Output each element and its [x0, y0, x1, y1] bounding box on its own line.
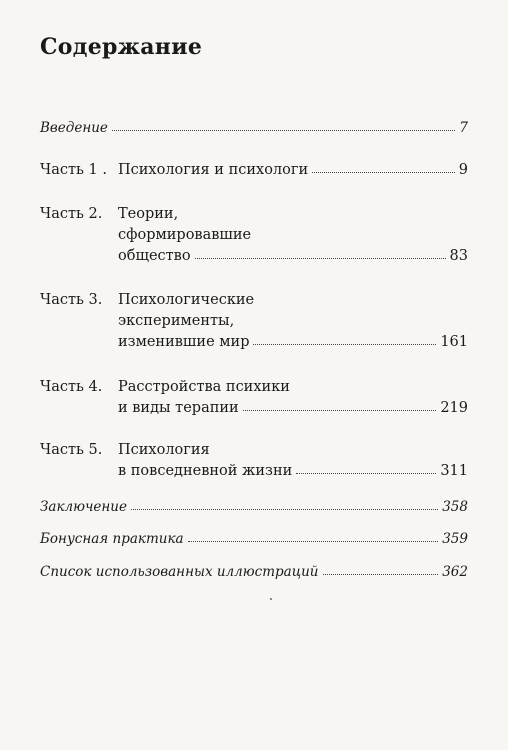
- toc-page-number: 358: [442, 499, 468, 515]
- toc-entry-label: Список использованных иллюстраций: [40, 564, 319, 580]
- toc-entry-label-line: и виды терапии: [118, 400, 239, 416]
- toc-entry-part-5[interactable]: [40, 440, 468, 482]
- toc-page-number: 362: [442, 564, 468, 580]
- dot-leader: [253, 344, 436, 345]
- toc-page-number: 311: [440, 463, 468, 479]
- dot-leader: [112, 130, 456, 131]
- dot-leader: [323, 574, 439, 575]
- toc-entry-introduction[interactable]: [40, 118, 468, 139]
- print-speck: [270, 598, 272, 600]
- dot-leader: [243, 410, 437, 411]
- toc-part-number: Часть 5.: [40, 442, 103, 458]
- toc-entry-label-line: в повседневной жизни: [118, 463, 293, 479]
- toc-page-number: 9: [458, 162, 468, 178]
- toc-part-number: Часть 1 .: [40, 162, 107, 178]
- toc-page-number: 7: [459, 120, 468, 136]
- toc-entry-part-3[interactable]: [40, 290, 468, 353]
- dot-leader: [188, 541, 439, 542]
- toc-page-number: 83: [449, 248, 468, 264]
- toc-entry-label-line: Психологические: [118, 292, 255, 308]
- toc-page-number: 219: [440, 400, 468, 416]
- toc-entry-conclusion[interactable]: [40, 497, 468, 518]
- dot-leader: [312, 172, 455, 173]
- toc-entry-label-line: Теории,: [118, 206, 179, 222]
- page-title: Содержание: [40, 34, 203, 60]
- toc-part-number: Часть 4.: [40, 379, 103, 395]
- toc-part-number: Часть 3.: [40, 292, 103, 308]
- toc-page-number: 161: [440, 334, 468, 350]
- toc-entry-label-line: сформировавшие: [118, 227, 252, 243]
- toc-entry-label-line: изменившие мир: [118, 334, 250, 350]
- toc-page-number: 359: [442, 531, 468, 547]
- toc-entry-label-line: Психология: [118, 442, 210, 458]
- toc-entry-part-1[interactable]: [40, 160, 468, 181]
- toc-entry-illustrations-list[interactable]: [40, 562, 468, 583]
- toc-entry-part-2[interactable]: [40, 204, 468, 267]
- toc-entry-label: Заключение: [40, 499, 127, 515]
- dot-leader: [195, 258, 446, 259]
- toc-entry-label: Бонусная практика: [40, 531, 184, 547]
- toc-entry-label-line: эксперименты,: [118, 313, 235, 329]
- toc-entry-bonus-practice[interactable]: [40, 529, 468, 550]
- toc-part-number: Часть 2.: [40, 206, 103, 222]
- toc-entry-label-line: общество: [118, 248, 191, 264]
- toc-entry-label: Психология и психологи: [118, 162, 309, 178]
- dot-leader: [296, 473, 436, 474]
- toc-entry-part-4[interactable]: [40, 377, 468, 419]
- toc-entry-label: Введение: [40, 120, 108, 136]
- toc-entry-label-line: Расстройства психики: [118, 379, 290, 395]
- dot-leader: [131, 509, 438, 510]
